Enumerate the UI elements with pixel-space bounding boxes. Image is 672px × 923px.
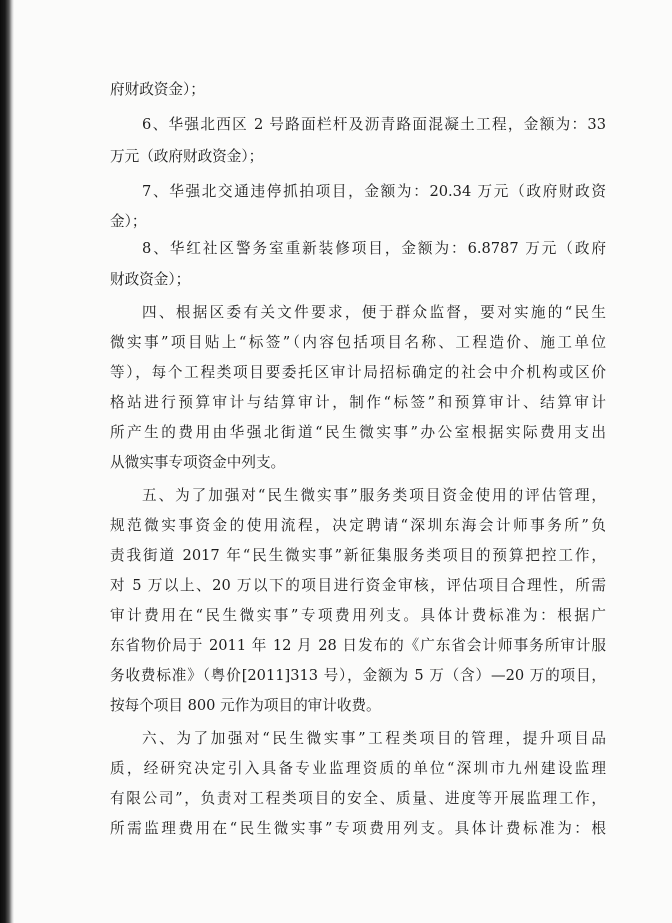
text-line: 责我街道 2017 年“民生微实事”新征集服务类项目的预算把控工作， [110,547,606,564]
text-line: 金）； [110,213,147,230]
text-line: 五、为了加强对“民生微实事”服务类项目资金使用的评估管理， [142,487,606,504]
text-line: 对 5 万以上、20 万以下的项目进行资金审核，评估项目合理性，所需 [110,577,606,594]
text-line: 7、华强北交通违停抓拍项目，金额为：20.34 万元（政府财政资 [142,183,606,200]
text-line: 格站进行预算审计与结算审计，制作“标签”和预算审计、结算审计 [110,394,606,411]
text-line: 所需监理费用在“民生微实事”专项费用列支。具体计费标准为：根 [110,820,606,837]
text-line: 财政资金）； [110,271,191,288]
text-line: 府财政资金）； [110,81,205,98]
text-line: 六、为了加强对“民生微实事”工程类项目的管理，提升项目品 [142,730,606,747]
text-line: 6、华强北西区 2 号路面栏杆及沥青路面混凝土工程，金额为：33 [142,116,606,133]
text-line: 质，经研究决定引入具备专业监理资质的单位“深圳市九州建设监理 [110,760,606,777]
text-line: 审计费用在“民生微实事”专项费用列支。具体计费标准为：根据广 [110,607,606,624]
text-line: 四、根据区委有关文件要求，便于群众监督，要对实施的“民生 [142,304,606,321]
text-line: 8、华红社区警务室重新装修项目，金额为：6.8787 万元（政府 [142,240,606,257]
text-line: 所产生的费用由华强北街道“民生微实事”办公室根据实际费用支出 [110,424,606,441]
text-line: 从微实事专项资金中列支。 [110,454,286,471]
text-line: 规范微实事资金的使用流程，决定聘请“深圳东海会计师事务所”负 [110,517,606,534]
text-line: 按每个项目 800 元作为项目的审计收费。 [110,697,381,714]
text-line: 有限公司”，负责对工程类项目的安全、质量、进度等开展监理工作， [110,790,606,807]
text-line: 务收费标准》（粤价[2011]313 号），金额为 5 万（含）—20 万的项目， [110,667,606,684]
text-line: 微实事”项目贴上“标签”（内容包括项目名称、工程造价、施工单位 [110,334,606,351]
text-line: 等），每个工程类项目要委托区审计局招标确定的社会中介机构或区价 [110,364,606,381]
text-line: 万元（政府财政资金）； [110,148,264,165]
text-line: 东省物价局于 2011 年 12 月 28 日发布的《广东省会计师事务所审计服 [110,637,606,654]
